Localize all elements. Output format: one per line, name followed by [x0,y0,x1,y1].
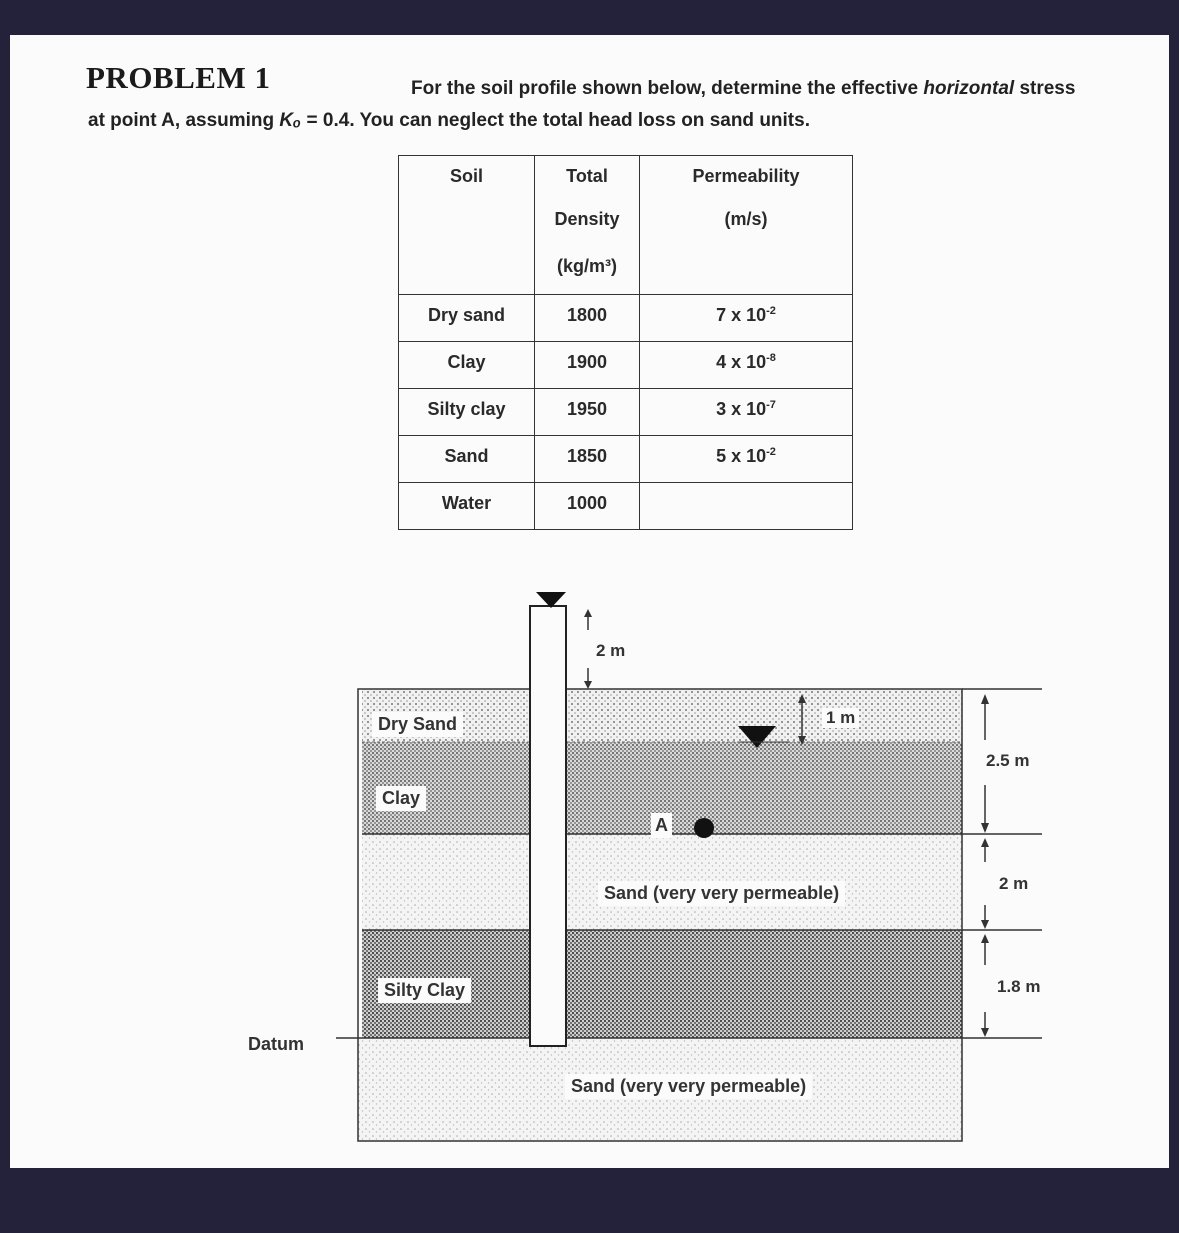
upper-sand-label: Sand (very very permeable) [598,881,845,906]
water-table-depth-dimension: 1 m [822,708,859,728]
sand-thickness-dimension: 2 m [999,874,1029,893]
perm-base: 3 x 10 [716,399,767,419]
point-a-marker [694,818,714,838]
cell-soil: Clay [399,342,535,389]
lower-sand-label: Sand (very very permeable) [565,1074,812,1099]
cell-soil: Water [399,483,535,530]
perm-exponent: -7 [766,399,776,411]
cell-density: 1950 [535,389,640,436]
cell-density: 1850 [535,436,640,483]
header-perm-line-1: Permeability [692,166,800,186]
statement-text: at point A, assuming [88,110,280,131]
standpipe [530,606,566,1046]
cell-density: 1000 [535,483,640,530]
cell-density: 1800 [535,295,640,342]
problem-title: PROBLEM 1 [86,60,271,95]
perm-base: 5 x 10 [716,446,767,466]
statement-text: stress [1014,78,1076,99]
header-perm-line-2: (m/s) [724,209,768,229]
standpipe-head-dimension: 2 m [596,641,626,660]
perm-exponent: -8 [766,352,776,364]
header-density-line-2: Density [554,209,620,229]
datum-label: Datum [248,1034,305,1054]
clay-label: Clay [376,786,426,811]
silty-clay-label: Silty Clay [378,978,471,1003]
cell-density: 1900 [535,342,640,389]
perm-base: 7 x 10 [716,305,767,325]
point-a-label: A [651,813,672,838]
statement-text: = 0.4. You can neglect the total head loss on sand units. [301,110,810,131]
cell-soil: Dry sand [399,295,535,342]
cell-soil: Silty clay [399,389,535,436]
perm-exponent: -2 [766,446,776,458]
silty-clay-thickness-dimension: 1.8 m [997,977,1041,996]
perm-base: 4 x 10 [716,352,767,372]
perm-exponent: -2 [766,305,776,317]
upper-thickness-dimension: 2.5 m [986,751,1030,770]
k-symbol: Kₒ [279,110,302,131]
header-density-line-3: (kg/m³) [557,256,617,276]
statement-text: For the soil profile shown below, determine the effective [411,78,924,99]
cell-soil: Sand [399,436,535,483]
header-density-line-1: Total [566,166,608,186]
statement-emphasis: horizontal [923,78,1015,99]
header-soil-label: Soil [449,166,483,186]
dry-sand-label: Dry Sand [372,712,463,737]
